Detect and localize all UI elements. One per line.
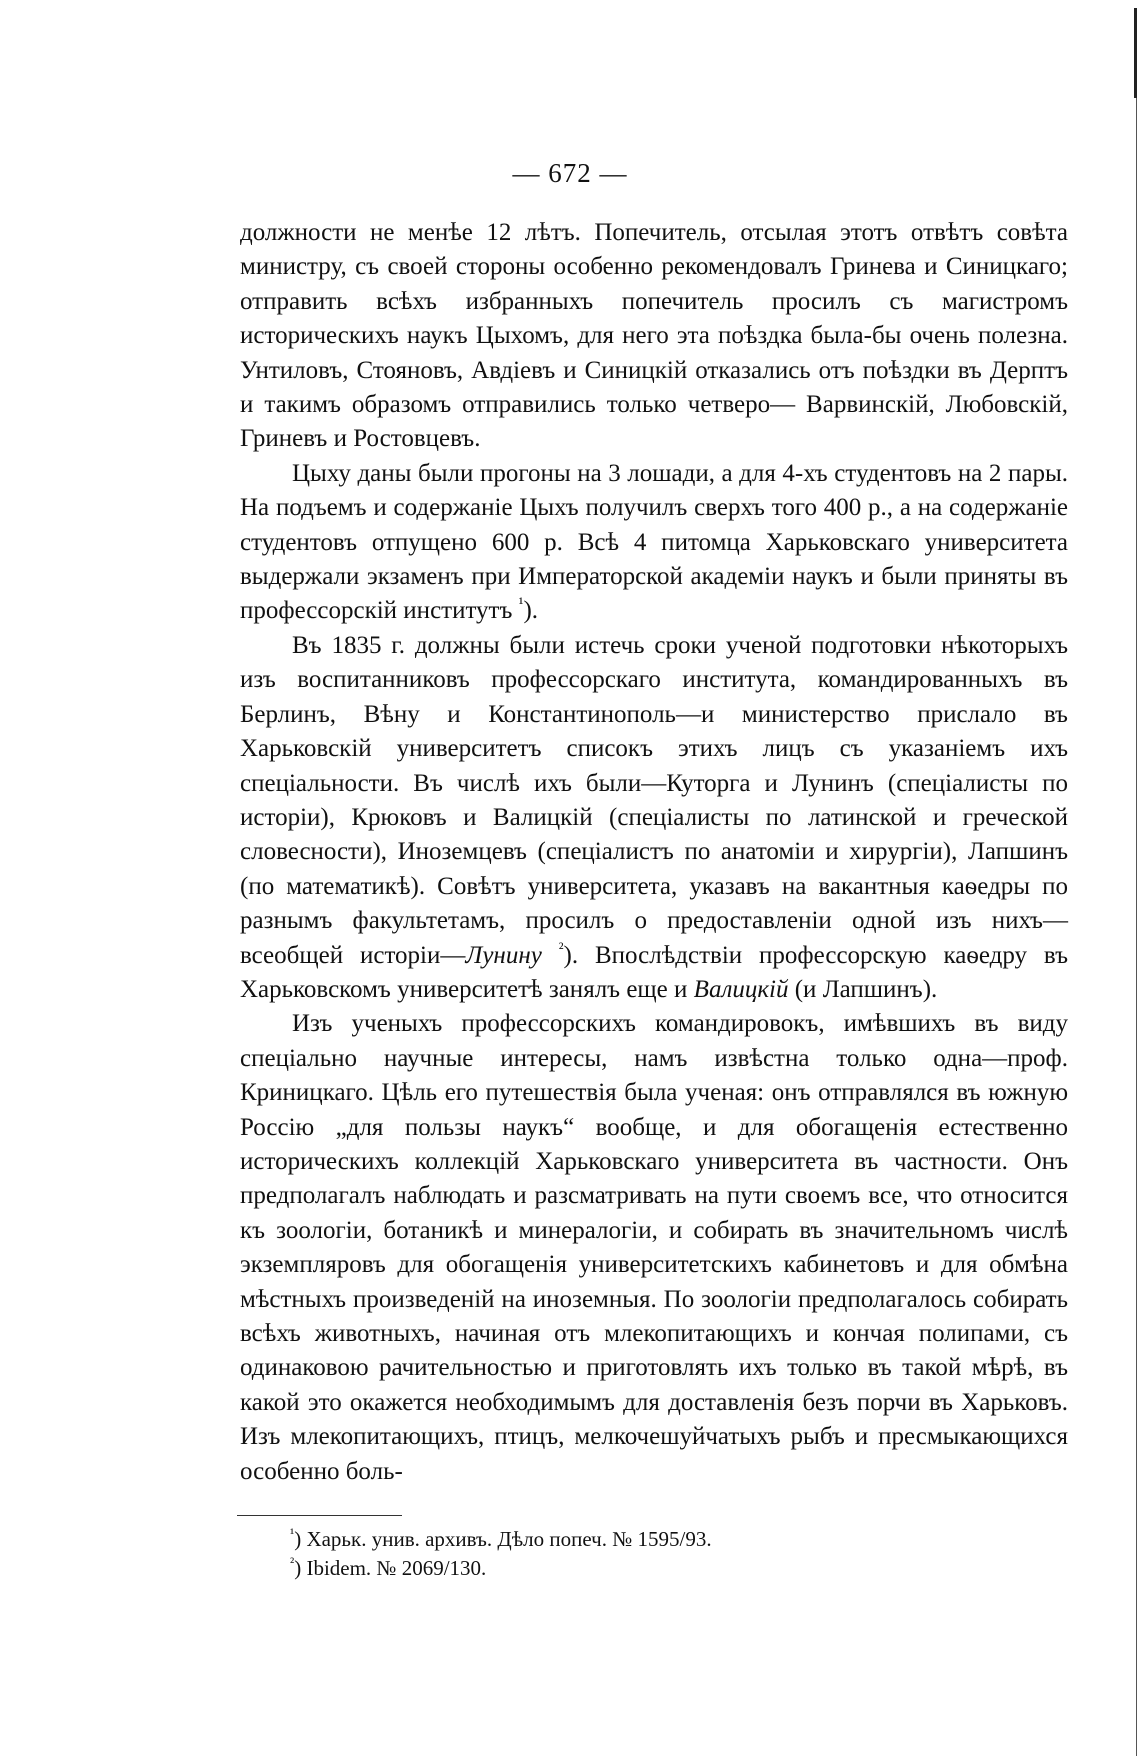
footnote-separator (237, 1515, 402, 1516)
footnote-mark: ¹ (290, 1527, 295, 1542)
footnote (290, 1525, 712, 1554)
text-run: должности не менѣе 12 лѣтъ. Попечитель, отсылая этотъ отвѣтъ совѣта министру, съ своей стороны особенно рекомендовалъ Гринева и Синицкаго; отправить всѣхъ избранныхъ попечитель просилъ съ магистромъ историческихъ наукъ Цыхомъ, для него эта поѣздка была-бы очень полезна. Унтиловъ, Стояновъ, Авдіевъ и Синицкій отказались отъ поѣздки въ Дерптъ и такимъ образомъ отправились только четверо— Варвинскій, Любовскій, Гриневъ и Ростовцевъ. (240, 219, 1068, 453)
text-run: Изъ ученыхъ профессорскихъ командировокъ, имѣвшихъ въ виду спеціально научные интересы, намъ извѣстна только одна—проф. Криницкаго. Цѣль его путешествія была ученая: онъ отправлялся въ южную Россію „для пользы наукъ“ вообще, и для обогащенія естественно историческихъ коллекцій Харьковскаго университета въ частности. Онъ предполагалъ наблюдать и разсматривать на пути своемъ все, что относится къ зоологіи, ботаникѣ и минералогіи, и собирать въ значительномъ числѣ экземпляровъ для обогащенія университетскихъ кабинетовъ и для обмѣна мѣстныхъ произведеній на иноземныя. По зоологіи предполагалось собирать всѣхъ животныхъ, начиная отъ млекопитающихъ и кончая полипами, съ одинаковою рачительностью и приготовлять ихъ только въ такой мѣрѣ, въ какой это окажется необходимымъ для доставленія безъ порчи въ Харьковъ. Изъ млекопитающихъ, птицъ, мелкочешуйчатыхъ рыбъ и пресмыкающихся особенно боль- (240, 1010, 1068, 1485)
page-number: — 672 — (512, 158, 628, 188)
paragraph (240, 629, 1068, 1007)
text-run: ). Впослѣдствіи профессорскую каѳедру въ Харьковскомъ университетѣ занялъ еще и (240, 941, 1069, 1003)
text-run: Въ 1835 г. должны были истечь сроки ученой подготовки нѣкоторыхъ изъ воспитанниковъ профессорскаго института, командированныхъ въ Берлинъ, Вѣну и Константинополь—и министерство прислало въ Харьковскій университетъ списокъ этихъ лицъ съ указаніемъ ихъ спеціальности. Въ числѣ ихъ были—Куторга и Лунинъ (спеціалисты по исторіи), Крюковъ и Валицкій (спеціалисты по латинской и греческой словесности), Иноземцевъ (спеціалистъ по анатоміи и хирургіи), Лапшинъ (по математикѣ). Совѣтъ университета, указавъ на вакантныя каѳедры по разнымъ факультетамъ, просилъ о предоставленіи одной изъ нихъ—всеобщей исторіи— (240, 631, 1068, 969)
emphasized-name: Лунину (465, 941, 542, 969)
emphasized-name: Валицкій (693, 975, 789, 1003)
footnote-reference: ² (558, 940, 564, 958)
footnotes (290, 1525, 712, 1583)
footnote-reference: ¹ (518, 596, 524, 614)
page-edge-line (1136, 98, 1137, 1756)
footnote-mark: ² (290, 1556, 295, 1571)
text-run: (и Лапшинъ). (788, 975, 938, 1003)
footnote-text: ) Харьк. унив. архивъ. Дѣло попеч. № 1595/93. (294, 1527, 712, 1551)
footnote (290, 1554, 712, 1583)
paragraph (240, 216, 1068, 457)
text-run (542, 942, 559, 969)
paragraph (240, 457, 1068, 629)
paragraph (240, 1007, 1068, 1489)
body-text (240, 216, 1068, 1489)
footnote-text: ) Ibidem. № 2069/130. (294, 1556, 487, 1580)
page-edge-mark (1134, 8, 1137, 98)
text-run: Цыху даны были прогоны на 3 лошади, а для 4-хъ студентовъ на 2 пары. На подъемъ и содержаніе Цыхъ получилъ сверхъ того 400 р., а на содержаніе студентовъ отпущено 600 р. Всѣ 4 питомца Харьковскаго университета выдержали экзаменъ при Императорской академіи наукъ и были приняты въ профессорскій институтъ (240, 459, 1068, 625)
text-run: ). (523, 597, 539, 625)
